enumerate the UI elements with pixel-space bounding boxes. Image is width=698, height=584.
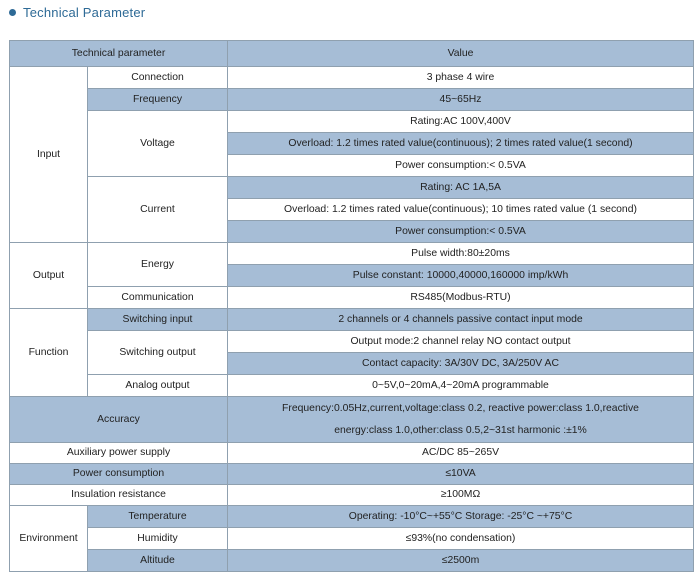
row-label-frequency: Frequency — [88, 89, 228, 111]
table-row — [10, 331, 694, 353]
section-title — [9, 5, 145, 20]
row-value-voltage-power: Power consumption:< 0.5VA — [228, 155, 694, 177]
row-label-current: Current — [88, 177, 228, 243]
header-param: Technical parameter — [10, 41, 228, 67]
table-header-row — [10, 41, 694, 67]
row-value-switching-output-capacity: Contact capacity: 3A/30V DC, 3A/250V AC — [228, 353, 694, 375]
row-label-communication: Communication — [88, 287, 228, 309]
table-row — [10, 397, 694, 443]
accuracy-line-2: energy:class 1.0,other:class 0.5,2~31st harmonic :±1% — [334, 424, 587, 436]
row-value-insulation: ≥100MΩ — [228, 485, 694, 506]
row-value-altitude: ≤2500m — [228, 550, 694, 572]
row-value-energy-pulse-width: Pulse width:80±20ms — [228, 243, 694, 265]
row-value-switching-input: 2 channels or 4 channels passive contact input mode — [228, 309, 694, 331]
table-row — [10, 375, 694, 397]
row-value-accuracy — [228, 397, 694, 443]
group-label-input: Input — [10, 67, 88, 243]
table-row — [10, 528, 694, 550]
row-label-connection: Connection — [88, 67, 228, 89]
row-label-humidity: Humidity — [88, 528, 228, 550]
technical-parameter-table — [9, 40, 694, 572]
row-label-energy: Energy — [88, 243, 228, 287]
row-label-switching-output: Switching output — [88, 331, 228, 375]
section-title-text: Technical Parameter — [23, 5, 146, 20]
table-row — [10, 177, 694, 199]
row-label-voltage: Voltage — [88, 111, 228, 177]
row-value-current-power: Power consumption:< 0.5VA — [228, 221, 694, 243]
row-value-power-consumption: ≤10VA — [228, 464, 694, 485]
row-value-switching-output-mode: Output mode:2 channel relay NO contact output — [228, 331, 694, 353]
row-value-current-overload: Overload: 1.2 times rated value(continuous); 10 times rated value (1 second) — [228, 199, 694, 221]
table-row — [10, 443, 694, 464]
row-label-aux-power: Auxiliary power supply — [10, 443, 228, 464]
group-label-output: Output — [10, 243, 88, 309]
row-value-humidity: ≤93%(no condensation) — [228, 528, 694, 550]
bullet-icon — [9, 9, 16, 16]
row-value-temperature: Operating: -10°C~+55°C Storage: -25°C ~+75°C — [228, 506, 694, 528]
group-label-function: Function — [10, 309, 88, 397]
row-value-voltage-rating: Rating:AC 100V,400V — [228, 111, 694, 133]
row-value-analog-output: 0~5V,0~20mA,4~20mA programmable — [228, 375, 694, 397]
row-value-energy-pulse-constant: Pulse constant: 10000,40000,160000 imp/kWh — [228, 265, 694, 287]
row-label-switching-input: Switching input — [88, 309, 228, 331]
table-row — [10, 67, 694, 89]
row-label-temperature: Temperature — [88, 506, 228, 528]
row-value-communication: RS485(Modbus-RTU) — [228, 287, 694, 309]
row-value-current-rating: Rating: AC 1A,5A — [228, 177, 694, 199]
accuracy-line-1: Frequency:0.05Hz,current,voltage:class 0.2, reactive power:class 1.0,reactive — [282, 402, 639, 414]
table-row — [10, 111, 694, 133]
row-value-aux-power: AC/DC 85~265V — [228, 443, 694, 464]
table-row — [10, 506, 694, 528]
table-row — [10, 550, 694, 572]
table-row — [10, 89, 694, 111]
row-value-connection: 3 phase 4 wire — [228, 67, 694, 89]
row-value-voltage-overload: Overload: 1.2 times rated value(continuous); 2 times rated value(1 second) — [228, 133, 694, 155]
row-label-insulation: Insulation resistance — [10, 485, 228, 506]
table-row — [10, 464, 694, 485]
table-row — [10, 243, 694, 265]
row-label-power-consumption: Power consumption — [10, 464, 228, 485]
row-label-altitude: Altitude — [88, 550, 228, 572]
table-row — [10, 287, 694, 309]
row-label-analog-output: Analog output — [88, 375, 228, 397]
header-value: Value — [228, 41, 694, 67]
table-row — [10, 309, 694, 331]
table-row — [10, 485, 694, 506]
group-label-environment: Environment — [10, 506, 88, 572]
row-value-frequency: 45~65Hz — [228, 89, 694, 111]
row-label-accuracy: Accuracy — [10, 397, 228, 443]
